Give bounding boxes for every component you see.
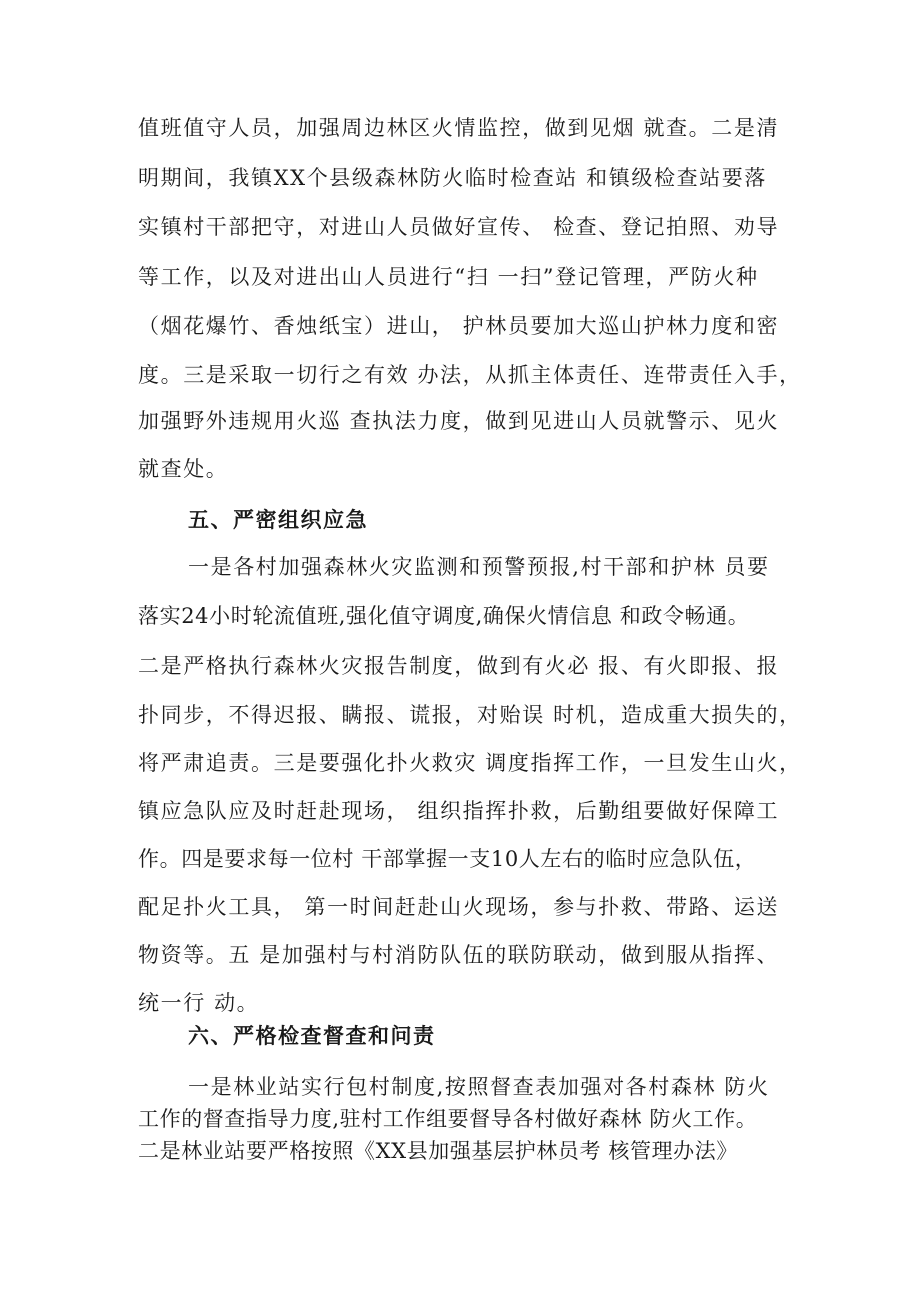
paragraph-line: 作。四是要求每一位村 干部掌握一支10人左右的临时应急队伍， bbox=[138, 847, 757, 871]
paragraph-line: 度。三是采取一切行之有效 办法，从抓主体责任、连带责任入手， bbox=[138, 363, 802, 387]
paragraph-line: 实镇村干部把守，对进山人员做好宣传、 检查、登记拍照、劝导 bbox=[138, 215, 780, 239]
paragraph-line: （烟花爆竹、香烛纸宝）进山， 护林员要加大巡山护林力度和密 bbox=[138, 314, 780, 338]
paragraph-line: 统一行 动。 bbox=[138, 991, 260, 1015]
paragraph-line: 二是林业站要严格按照《XX县加强基层护林员考 核管理办法》 bbox=[138, 1139, 738, 1163]
paragraph-line: 一是林业站实行包村制度,按照督查表加强对各村森林 防火 bbox=[188, 1075, 770, 1099]
paragraph-line: 就查处。 bbox=[138, 457, 229, 481]
paragraph-line: 镇应急队应及时赶赴现场， 组织指挥扑救，后勤组要做好保障工 bbox=[138, 799, 780, 823]
section-heading: 六、严格检查督查和问责 bbox=[188, 1024, 436, 1048]
paragraph-line: 工作的督查指导力度,驻村工作组要督导各村做好森林 防火工作。 bbox=[138, 1107, 758, 1131]
paragraph-line: 将严肃追责。三是要强化扑火救灾 调度指挥工作，一旦发生山火， bbox=[138, 751, 802, 775]
section-heading: 五、严密组织应急 bbox=[188, 508, 368, 532]
paragraph-line: 二是严格执行森林火灾报告制度，做到有火必 报、有火即报、报 bbox=[138, 654, 780, 678]
paragraph-line: 一是各村加强森林火灾监测和预警预报,村干部和护林 员要 bbox=[188, 555, 770, 579]
paragraph-line: 值班值守人员，加强周边林区火情监控，做到见烟 就查。二是清 bbox=[138, 116, 780, 140]
paragraph-line: 配足扑火工具， 第一时间赶赴山火现场，参与扑救、带路、运送 bbox=[138, 895, 780, 919]
paragraph-line: 物资等。五 是加强村与村消防队伍的联防联动，做到服从指挥、 bbox=[138, 943, 780, 967]
paragraph-line: 加强野外违规用火巡 查执法力度，做到见进山人员就警示、见火 bbox=[138, 409, 780, 433]
paragraph-line: 等工作，以及对进出山人员进行“扫 一扫”登记管理，严防火种 bbox=[138, 265, 759, 289]
paragraph-line: 扑同步，不得迟报、瞒报、谎报，对贻误 时机，造成重大损失的， bbox=[138, 703, 802, 727]
paragraph-line: 落实24小时轮流值班,强化值守调度,确保火情信息 和政令畅通。 bbox=[138, 604, 750, 628]
paragraph-line: 明期间，我镇XX个县级森林防火临时检查站 和镇级检查站要落 bbox=[138, 166, 767, 190]
